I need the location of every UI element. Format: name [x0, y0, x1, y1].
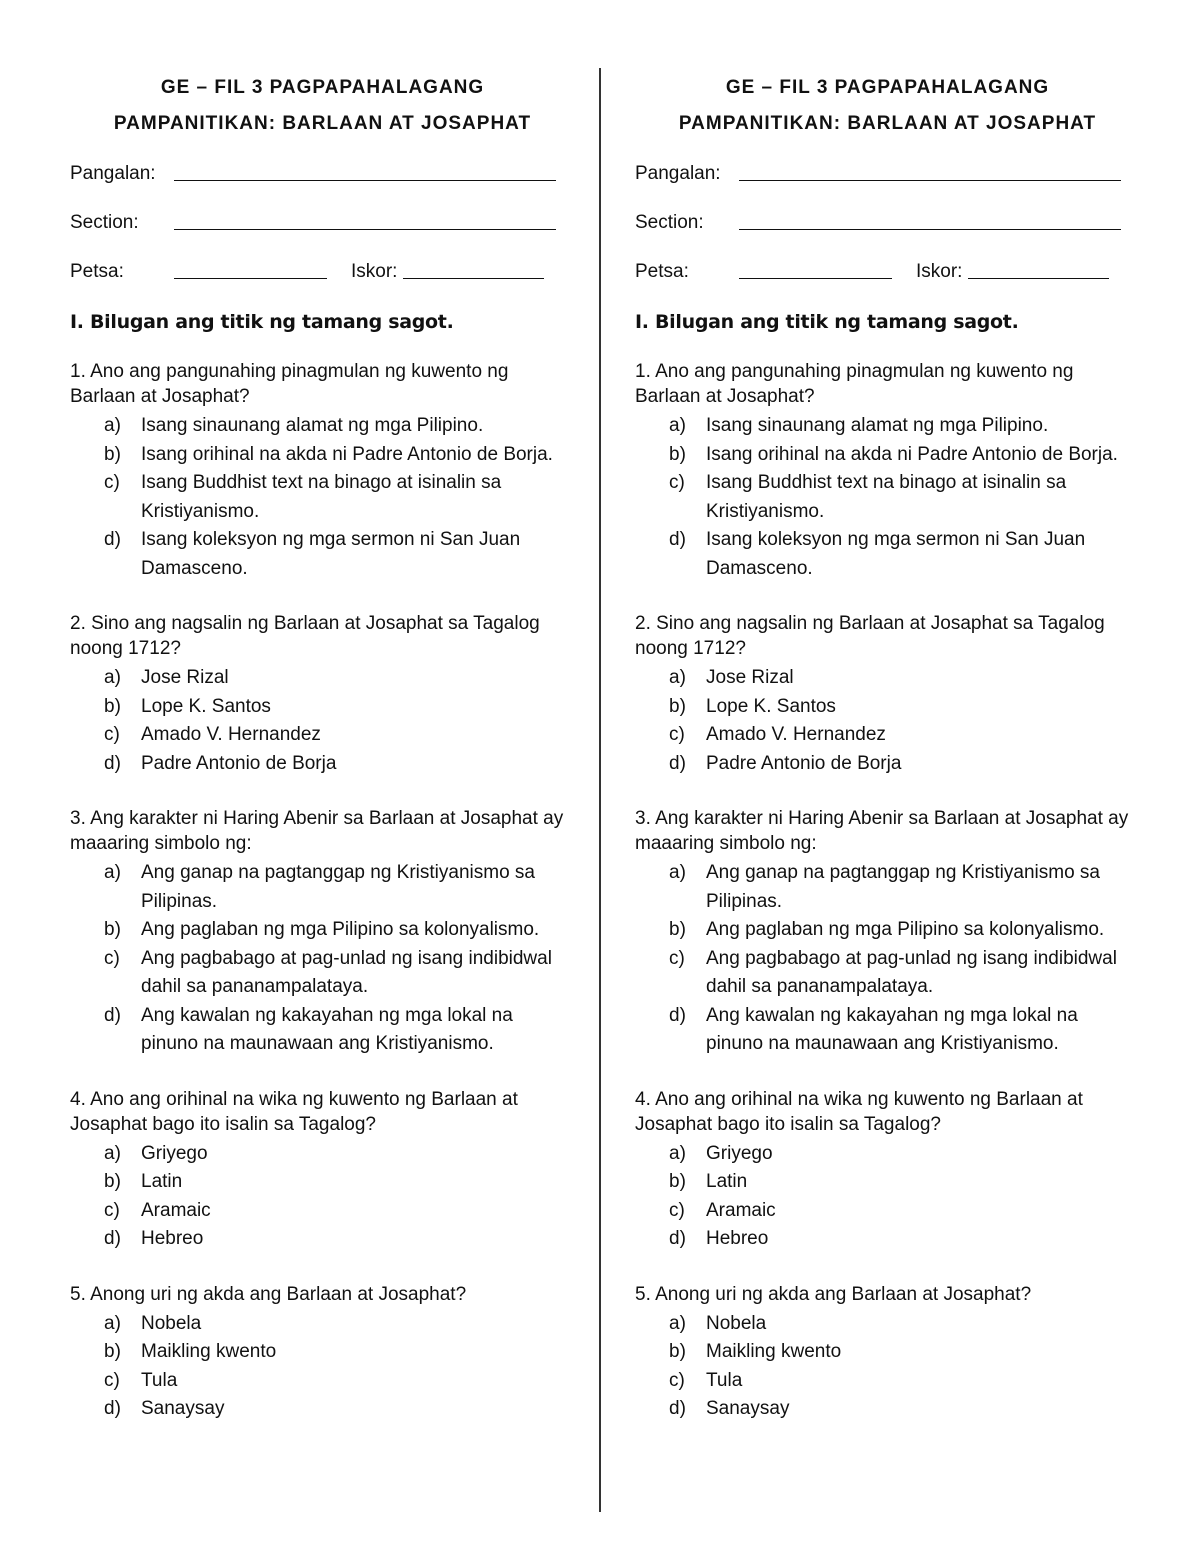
title-line-2: PAMPANITIKAN: BARLAAN AT JOSAPHAT	[113, 113, 532, 134]
choice-d[interactable]: d) Ang kawalan ng kakayahan ng mga lokal na pinuno na maunawaan ang Kristiyanismo.	[104, 1004, 513, 1054]
question-text: 4. Ano ang orihinal na wika ng kuwento ng Barlaan at Josaphat bago ito isalin sa Tagalog?	[70, 1088, 518, 1135]
choice-d[interactable]: d) Hebreo	[104, 1228, 204, 1249]
section-row	[70, 209, 575, 258]
question-text: 5. Anong uri ng akda ang Barlaan at Josaphat?	[70, 1283, 467, 1305]
choice-a[interactable]: a) Griyego	[669, 1142, 773, 1164]
choice-b[interactable]: b) Isang orihinal na akda ni Padre Antonio de Borja.	[104, 443, 553, 465]
question-text: 5. Anong uri ng akda ang Barlaan at Josaphat?	[635, 1283, 1032, 1305]
choice-d[interactable]: d) Sanaysay	[104, 1398, 225, 1419]
choice-c[interactable]: c) Tula	[669, 1369, 743, 1391]
title-line-1: GE – FIL 3 PAGPAPAHALAGANG	[725, 77, 1050, 98]
date-label: Petsa:	[635, 261, 689, 282]
section-line[interactable]	[174, 209, 556, 230]
choice-a[interactable]: a) Jose Rizal	[104, 667, 229, 688]
column-divider	[599, 68, 601, 1512]
choice-b[interactable]: b) Lope K. Santos	[669, 695, 836, 717]
question-text: 3. Ang karakter ni Haring Abenir sa Barlaan at Josaphat ay maaaring simbolo ng:	[635, 808, 1129, 854]
question-text: 2. Sino ang nagsalin ng Barlaan at Josaphat sa Tagalog noong 1712?	[70, 613, 540, 659]
choice-a[interactable]: a) Nobela	[104, 1312, 202, 1334]
quiz-sheet-right	[635, 70, 1140, 1452]
choice-c[interactable]: c) Amado V. Hernandez	[104, 724, 321, 745]
question-text: 2. Sino ang nagsalin ng Barlaan at Josaphat sa Tagalog noong 1712?	[635, 613, 1105, 659]
name-row	[70, 160, 575, 209]
question-1	[70, 359, 575, 583]
name-label: Pangalan:	[635, 163, 721, 184]
score-label: Iskor:	[351, 261, 398, 282]
question-text: 1. Ano ang pangunahing pinagmulan ng kuwento ng Barlaan at Josaphat?	[635, 361, 1074, 407]
choice-c[interactable]: c) Ang pagbabago at pag-unlad ng isang indibidwal dahil sa pananampalataya.	[104, 947, 552, 997]
instruction-heading: I. Bilugan ang titik ng tamang sagot.	[70, 311, 454, 333]
choice-d[interactable]: d) Padre Antonio de Borja	[669, 752, 902, 774]
name-row	[635, 160, 1140, 209]
choice-c[interactable]: c) Aramaic	[104, 1199, 211, 1221]
question-text: 3. Ang karakter ni Haring Abenir sa Barlaan at Josaphat ay maaaring simbolo ng:	[70, 808, 564, 854]
section-label: Section:	[635, 212, 704, 233]
question-3	[635, 806, 1140, 1059]
date-score-row	[635, 258, 1140, 307]
quiz-sheet-left	[70, 70, 575, 1452]
date-line[interactable]	[739, 258, 892, 279]
choice-d[interactable]: d) Ang kawalan ng kakayahan ng mga lokal na pinuno na maunawaan ang Kristiyanismo.	[669, 1004, 1078, 1054]
choice-d[interactable]: d) Padre Antonio de Borja	[104, 752, 337, 774]
section-label: Section:	[70, 212, 139, 233]
choice-b[interactable]: b) Latin	[104, 1171, 183, 1192]
score-line[interactable]	[403, 258, 544, 279]
choice-a[interactable]: a) Griyego	[104, 1142, 208, 1164]
choice-d[interactable]: d) Sanaysay	[669, 1398, 790, 1419]
choice-d[interactable]: d) Isang koleksyon ng mga sermon ni San Juan Damasceno.	[104, 529, 521, 579]
choice-a[interactable]: a) Ang ganap na pagtanggap ng Kristiyanismo sa Pilipinas.	[669, 862, 1100, 912]
question-text: 1. Ano ang pangunahing pinagmulan ng kuwento ng Barlaan at Josaphat?	[70, 361, 509, 407]
choice-c[interactable]: c) Isang Buddhist text na binago at isinalin sa Kristiyanismo.	[104, 472, 502, 522]
date-line[interactable]	[174, 258, 327, 279]
choice-b[interactable]: b) Latin	[669, 1171, 748, 1192]
name-label: Pangalan:	[70, 163, 156, 184]
choice-c[interactable]: c) Amado V. Hernandez	[669, 724, 886, 745]
question-4	[70, 1087, 575, 1254]
question-2	[70, 611, 575, 778]
section-row	[635, 209, 1140, 258]
choice-a[interactable]: a) Jose Rizal	[669, 667, 794, 688]
name-line[interactable]	[739, 160, 1121, 181]
choice-b[interactable]: b) Ang paglaban ng mga Pilipino sa kolonyalismo.	[104, 919, 540, 940]
section-line[interactable]	[739, 209, 1121, 230]
choice-d[interactable]: d) Isang koleksyon ng mga sermon ni San Juan Damasceno.	[669, 529, 1086, 579]
choice-b[interactable]: b) Maikling kwento	[669, 1341, 842, 1362]
question-4	[635, 1087, 1140, 1254]
question-5	[635, 1282, 1140, 1424]
choice-a[interactable]: a) Isang sinaunang alamat ng mga Pilipino.	[669, 415, 1049, 436]
title-line-1: GE – FIL 3 PAGPAPAHALAGANG	[160, 77, 485, 98]
choice-c[interactable]: c) Ang pagbabago at pag-unlad ng isang indibidwal dahil sa pananampalataya.	[669, 947, 1117, 997]
score-label: Iskor:	[916, 261, 963, 282]
choice-c[interactable]: c) Aramaic	[669, 1199, 776, 1221]
question-5	[70, 1282, 575, 1424]
question-text: 4. Ano ang orihinal na wika ng kuwento ng Barlaan at Josaphat bago ito isalin sa Tagalog?	[635, 1088, 1083, 1135]
score-line[interactable]	[968, 258, 1109, 279]
choice-a[interactable]: a) Nobela	[669, 1312, 767, 1334]
choice-b[interactable]: b) Maikling kwento	[104, 1341, 277, 1362]
question-1	[635, 359, 1140, 583]
date-score-row	[70, 258, 575, 307]
date-label: Petsa:	[70, 261, 124, 282]
question-3	[70, 806, 575, 1059]
title-line-2: PAMPANITIKAN: BARLAAN AT JOSAPHAT	[678, 113, 1097, 134]
name-line[interactable]	[174, 160, 556, 181]
choice-c[interactable]: c) Isang Buddhist text na binago at isinalin sa Kristiyanismo.	[669, 472, 1067, 522]
choice-d[interactable]: d) Hebreo	[669, 1228, 769, 1249]
question-2	[635, 611, 1140, 778]
choice-b[interactable]: b) Isang orihinal na akda ni Padre Antonio de Borja.	[669, 443, 1118, 465]
choice-c[interactable]: c) Tula	[104, 1369, 178, 1391]
choice-a[interactable]: a) Ang ganap na pagtanggap ng Kristiyanismo sa Pilipinas.	[104, 862, 535, 912]
instruction-heading: I. Bilugan ang titik ng tamang sagot.	[635, 311, 1019, 333]
choice-b[interactable]: b) Lope K. Santos	[104, 695, 271, 717]
choice-a[interactable]: a) Isang sinaunang alamat ng mga Pilipino.	[104, 415, 484, 436]
choice-b[interactable]: b) Ang paglaban ng mga Pilipino sa kolonyalismo.	[669, 919, 1105, 940]
